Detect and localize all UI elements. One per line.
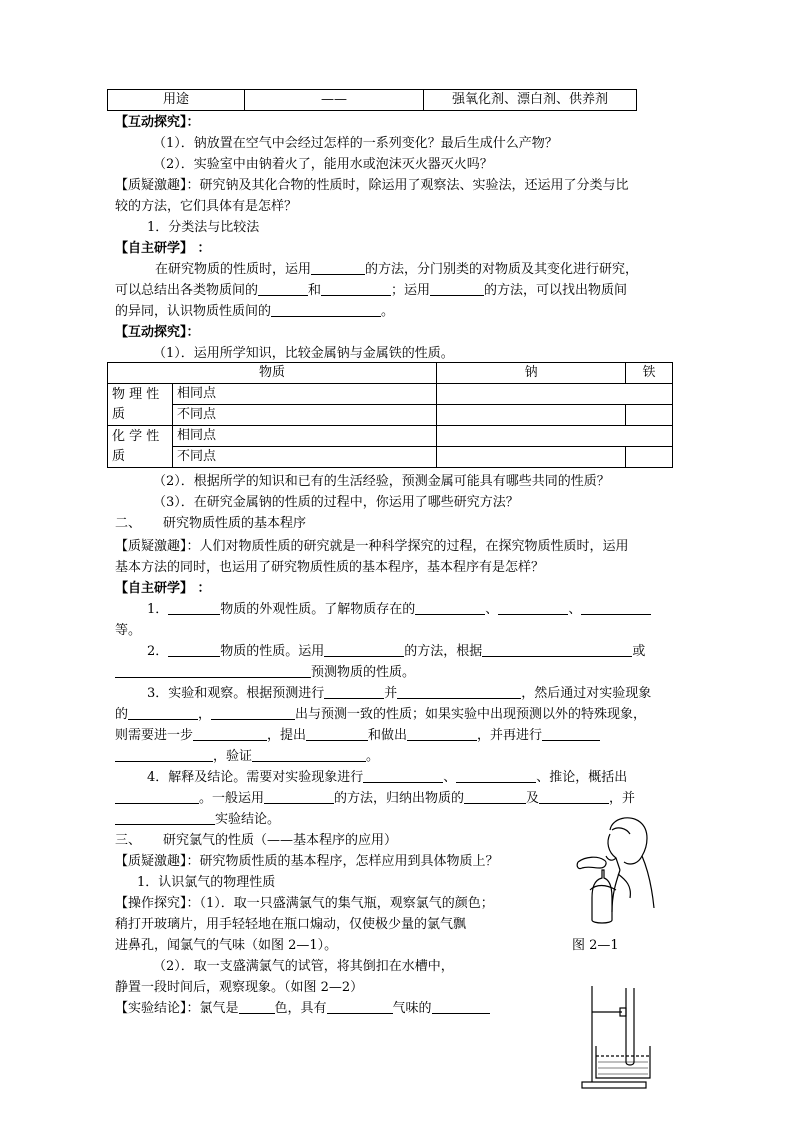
blank[interactable] (115, 790, 199, 804)
paragraph-line: 【质疑激趣】：研究钠及其化合物的性质时，除运用了观察法、实验法，还运用了分类与比 (115, 178, 629, 193)
text: ；运用 (391, 283, 431, 298)
section-heading: 【自主研学】 ： (115, 581, 211, 596)
answer-cell[interactable] (626, 405, 673, 426)
text: 色，具有 (274, 1001, 327, 1016)
text: 。一般运用 (199, 791, 265, 806)
blank[interactable] (397, 685, 521, 699)
text: ，并 (609, 791, 636, 806)
answer-cell[interactable] (626, 447, 673, 468)
blank[interactable] (306, 727, 368, 741)
chemical-label (108, 426, 173, 468)
blank[interactable] (542, 727, 600, 741)
text: ， (198, 707, 212, 722)
blank[interactable] (115, 664, 311, 678)
answer-cell[interactable] (437, 447, 626, 468)
text: 化 学 性 (112, 428, 160, 444)
fill-line (147, 601, 651, 619)
paragraph-line: 【质疑激趣】：人们对物质性质的研究就是一种科学探究的过程，在探究物质性质时，运用 (115, 539, 629, 554)
text: 在研究物质的性质时，运用 (155, 262, 312, 277)
fill-line (115, 790, 635, 808)
fill-line (147, 643, 645, 661)
blank[interactable] (324, 643, 404, 657)
blank[interactable] (498, 601, 568, 615)
text: 的 (115, 707, 129, 722)
paragraph-line: 进鼻孔，闻氯气的气味（如图 2—1）。 (115, 938, 338, 953)
text: 的方法，根据 (404, 644, 483, 659)
text: 预测物质的性质。 (311, 665, 416, 680)
blank[interactable] (539, 790, 609, 804)
text: 物质的外观性质。了解物质存在的 (220, 602, 416, 617)
header-property: 物质 (108, 363, 437, 384)
text: 和做出 (368, 728, 408, 743)
question: （2）．实验室中由钠着火了，能用水或泡沫灭火器灭火吗？ (153, 157, 493, 172)
fill-line (115, 727, 600, 745)
diff-label: 不同点 (173, 405, 437, 426)
usage-label: 用途 (108, 90, 245, 111)
fill-line (115, 664, 415, 682)
section-heading: 【自主研学】 ： (115, 241, 211, 256)
figure-test-tube-apparatus (578, 982, 658, 1092)
paragraph-line: 稍打开玻璃片，用手轻轻地在瓶口煽动，仅使极少量的氯气飘 (115, 917, 467, 932)
question: （1）．钠放置在空气中会经过怎样的一系列变化？最后生成什么产物？ (153, 136, 558, 151)
paragraph-line: （2）．取一支盛满氯气的试管，将其倒扣在水槽中， (153, 959, 454, 974)
blank[interactable] (324, 685, 384, 699)
paragraph-line: 较的方法，它们具体有是怎样？ (115, 199, 298, 214)
blank[interactable] (321, 282, 391, 296)
subheading: 1．认识氯气的物理性质 (137, 875, 276, 890)
same-label: 相同点 (173, 426, 437, 447)
blank[interactable] (211, 706, 295, 720)
paragraph-line: 基本方法的同时，也运用了研究物质性质的基本程序，基本程序有是怎样？ (115, 560, 545, 575)
fill-line (155, 261, 638, 279)
blank[interactable] (415, 601, 485, 615)
blank[interactable] (430, 282, 484, 296)
text: 的异同，认识物质性质间的 (115, 304, 272, 319)
figure-smelling-illustration (572, 812, 662, 930)
question: （3）．在研究金属钠的性质的过程中，你运用了哪些研究方法？ (153, 495, 519, 510)
question: （2）．根据所学的知识和已有的生活经验，预测金属可能具有哪些共同的性质？ (153, 474, 610, 489)
blank[interactable] (271, 303, 381, 317)
text: 出与预测一致的性质；如果实验中出现预测以外的特殊现象， (295, 707, 647, 722)
physical-label (108, 384, 173, 426)
section-heading: 【互动探究】： (115, 115, 200, 130)
text: 【实验结论】：氯气是 (115, 1001, 239, 1016)
text: 及 (526, 791, 540, 806)
text: 4．解释及结论。需要对实验现象进行 (147, 770, 364, 785)
section-heading: 【互动探究】： (115, 325, 200, 340)
text: 物 理 性 (112, 386, 160, 402)
text: 、 (568, 602, 582, 617)
blank[interactable] (311, 261, 365, 275)
paragraph-line: 等。 (115, 623, 142, 638)
text: 、推论，概括出 (536, 770, 628, 785)
text: ，验证 (213, 749, 253, 764)
fill-line (115, 1000, 490, 1018)
blank[interactable] (258, 282, 308, 296)
text: 则需要进一步 (115, 728, 194, 743)
blank[interactable] (363, 769, 443, 783)
text: 可以总结出各类物质间的 (115, 283, 259, 298)
answer-cell[interactable] (437, 405, 626, 426)
blank[interactable] (407, 727, 477, 741)
subheading: 1．分类法与比较法 (147, 220, 260, 235)
fill-line (115, 811, 280, 829)
text: ，提出 (267, 728, 307, 743)
text: 。 (366, 749, 380, 764)
text: 、 (485, 602, 499, 617)
same-label: 相同点 (173, 384, 437, 405)
fill-line (115, 748, 379, 766)
blank[interactable] (327, 1000, 393, 1014)
blank[interactable] (168, 643, 220, 657)
text: 并 (384, 686, 398, 701)
fill-line (147, 769, 627, 787)
text: 3．实验和观察。根据预测进行 (147, 686, 325, 701)
text: 研究氯气的性质（——基本程序的应用） (163, 833, 398, 848)
text: 质 (112, 448, 126, 464)
usage-table (107, 89, 637, 111)
usage-value-1: —— (245, 90, 424, 111)
text: 二、 (115, 516, 142, 531)
blank[interactable] (193, 727, 267, 741)
blank[interactable] (432, 1000, 490, 1014)
text: 。 (381, 304, 395, 319)
paragraph-line: 【操作探究】：（1）．取一只盛满氯气的集气瓶，观察氯气的颜色； (115, 896, 494, 911)
paragraph-line: 静置一段时间后，观察现象。（如图 2—2） (115, 980, 364, 995)
text: 三、 (115, 833, 142, 848)
compare-table (107, 362, 673, 468)
blank[interactable] (168, 601, 220, 615)
header-sodium: 钠 (437, 363, 626, 384)
text: 、 (443, 770, 457, 785)
text: 1． (147, 602, 169, 617)
fill-line (147, 685, 651, 703)
answer-cell[interactable] (437, 384, 673, 405)
text: 物质的性质。运用 (220, 644, 325, 659)
blank[interactable] (115, 748, 213, 762)
blank[interactable] (464, 790, 526, 804)
blank[interactable] (264, 790, 334, 804)
answer-cell[interactable] (437, 426, 673, 447)
text: 气味的 (392, 1001, 432, 1016)
blank[interactable] (482, 643, 632, 657)
header-iron: 铁 (626, 363, 673, 384)
fill-line (115, 303, 394, 321)
text: ，并再进行 (477, 728, 543, 743)
text: 的方法，可以找出物质间 (484, 283, 628, 298)
diff-label: 不同点 (173, 447, 437, 468)
text: 的方法，分门别类的对物质及其变化进行研究， (365, 262, 639, 277)
text: 的方法，归纳出物质的 (334, 791, 465, 806)
section-title (115, 515, 306, 533)
blank[interactable] (239, 1000, 275, 1014)
figure-caption: 图 2—1 (572, 938, 619, 953)
blank[interactable] (581, 601, 651, 615)
blank[interactable] (115, 811, 215, 825)
text: 2． (147, 644, 169, 659)
blank[interactable] (456, 769, 536, 783)
usage-value-2: 强氧化剂、漂白剂、供养剂 (424, 90, 637, 111)
text: 和 (308, 283, 322, 298)
paragraph-line: 【质疑激趣】：研究物质性质的基本程序，怎样应用到具体物质上？ (115, 854, 499, 869)
text: 研究物质性质的基本程序 (163, 516, 307, 531)
question: （1）．运用所学知识，比较金属钠与金属铁的性质。 (153, 346, 454, 361)
fill-line (115, 706, 646, 724)
fill-line (115, 282, 627, 300)
blank[interactable] (252, 748, 366, 762)
section-title (115, 832, 397, 850)
blank[interactable] (128, 706, 198, 720)
text: 质 (112, 406, 126, 422)
text: 实验结论。 (215, 812, 281, 827)
text: ，然后通过对实验现象 (521, 686, 652, 701)
text: 或 (632, 644, 646, 659)
